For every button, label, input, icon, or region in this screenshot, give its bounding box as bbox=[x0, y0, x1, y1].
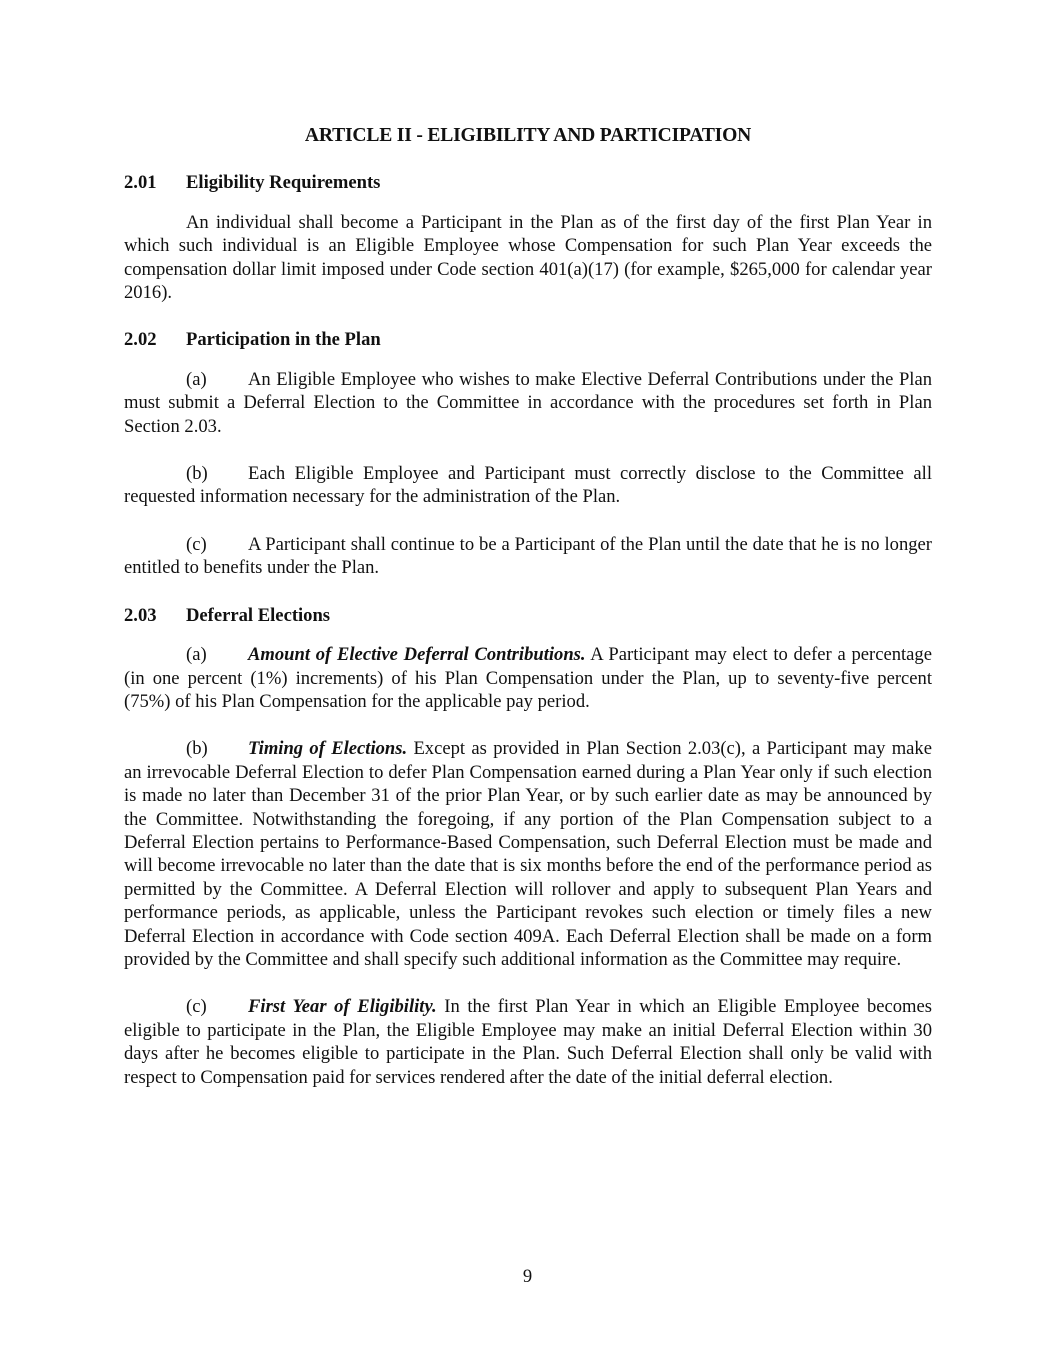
paragraph-text: A Participant shall continue to be a Participant of the Plan until the date that he is no longer entitled to benefits under the Plan. bbox=[124, 533, 932, 579]
page-number: 9 bbox=[522, 1266, 533, 1287]
paragraph-text: Each Eligible Employee and Participant must correctly disclose to the Committee all requested information necessary for the administration of the Plan. bbox=[124, 463, 932, 508]
paragraph-lead-in: First Year of Eligibility. bbox=[248, 996, 437, 1018]
paragraph-text: A Participant may elect to defer a percentage (in one percent (1%) increments) of his Plan Compensation under the Plan, up to seventy-five percent (75%) of his Plan Compensation for the applicable pay period. bbox=[124, 644, 932, 712]
paragraph-text: An Eligible Employee who wishes to make Elective Deferral Contributions under the Plan must submit a Deferral Election to the Committee in accordance with the procedures set forth in Plan Section 2.03. bbox=[124, 368, 932, 437]
section-number: 2.01 bbox=[124, 172, 157, 194]
article-title: ARTICLE II - ELIGIBILITY AND PARTICIPATION bbox=[304, 125, 752, 146]
section-title: Deferral Elections bbox=[186, 604, 331, 626]
section-title: Eligibility Requirements bbox=[186, 172, 381, 194]
page-content bbox=[124, 124, 932, 1113]
paragraph-2-03-c bbox=[124, 995, 932, 1089]
section-heading-2-03 bbox=[124, 604, 932, 627]
paragraph-text: Except as provided in Plan Section 2.03(c), a Participant may make an irrevocable Deferral Election to defer Plan Compensation earned during a Plan Year only if such election is made no later than December 31 of the prior Plan Year, or by such earlier date as may be announced by the Committee. Notwithstanding the foregoing, if any portion of the Plan Compensation subject to a Deferral Election pertains to Performance-Based Compensation, such Deferral Election must be made and will become irrevocable no later than the date that is six months before the end of the performance period as permitted by the Committee. A Deferral Election will rollover and apply to subsequent Plan Years and performance periods, as applicable, unless the Participant revokes such election or timely files a new Deferral Election in accordance with Code section 409A. Each Deferral Election shall be made on a form provided by the Committee and shall specify such additional information as the Committee may require. bbox=[124, 738, 932, 970]
paragraph-marker: (a) bbox=[186, 368, 207, 390]
paragraph-2-02-b bbox=[124, 462, 932, 509]
paragraph-text: An individual shall become a Participant in the Plan as of the first day of the first Plan Year in which such individual is an Eligible Employee whose Compensation for such Plan Year exceeds the compensation dollar limit imposed under Code section 401(a)(17) (for example, $265,000 for calendar year 2016). bbox=[124, 211, 932, 304]
section-heading-2-02 bbox=[124, 328, 932, 351]
section-number: 2.03 bbox=[124, 604, 157, 626]
paragraph-text: In the first Plan Year in which an Eligible Employee becomes eligible to participate in the Plan, the Eligible Employee may make an initial Deferral Election within 30 days after he becomes eligible to participate in the Plan. Such Deferral Election shall only be valid with respect to Compensation paid for services rendered after the date of the initial deferral election. bbox=[124, 996, 932, 1088]
paragraph-marker: (c) bbox=[186, 533, 207, 555]
paragraph-2-03-b bbox=[124, 737, 932, 971]
paragraph-marker: (b) bbox=[186, 463, 208, 485]
paragraph-marker: (b) bbox=[186, 738, 208, 760]
paragraph-marker: (a) bbox=[186, 644, 207, 666]
paragraph-2-02-c bbox=[124, 533, 932, 580]
section-number: 2.02 bbox=[124, 329, 157, 351]
paragraph-lead-in: Timing of Elections. bbox=[248, 738, 408, 760]
paragraph-marker: (c) bbox=[186, 996, 207, 1018]
paragraph-lead-in: Amount of Elective Deferral Contributions. bbox=[248, 644, 586, 666]
paragraph-2-03-a bbox=[124, 643, 932, 713]
section-title: Participation in the Plan bbox=[186, 329, 381, 351]
section-heading-2-01 bbox=[124, 171, 932, 194]
paragraph-2-01 bbox=[124, 211, 932, 305]
paragraph-2-02-a bbox=[124, 368, 932, 438]
